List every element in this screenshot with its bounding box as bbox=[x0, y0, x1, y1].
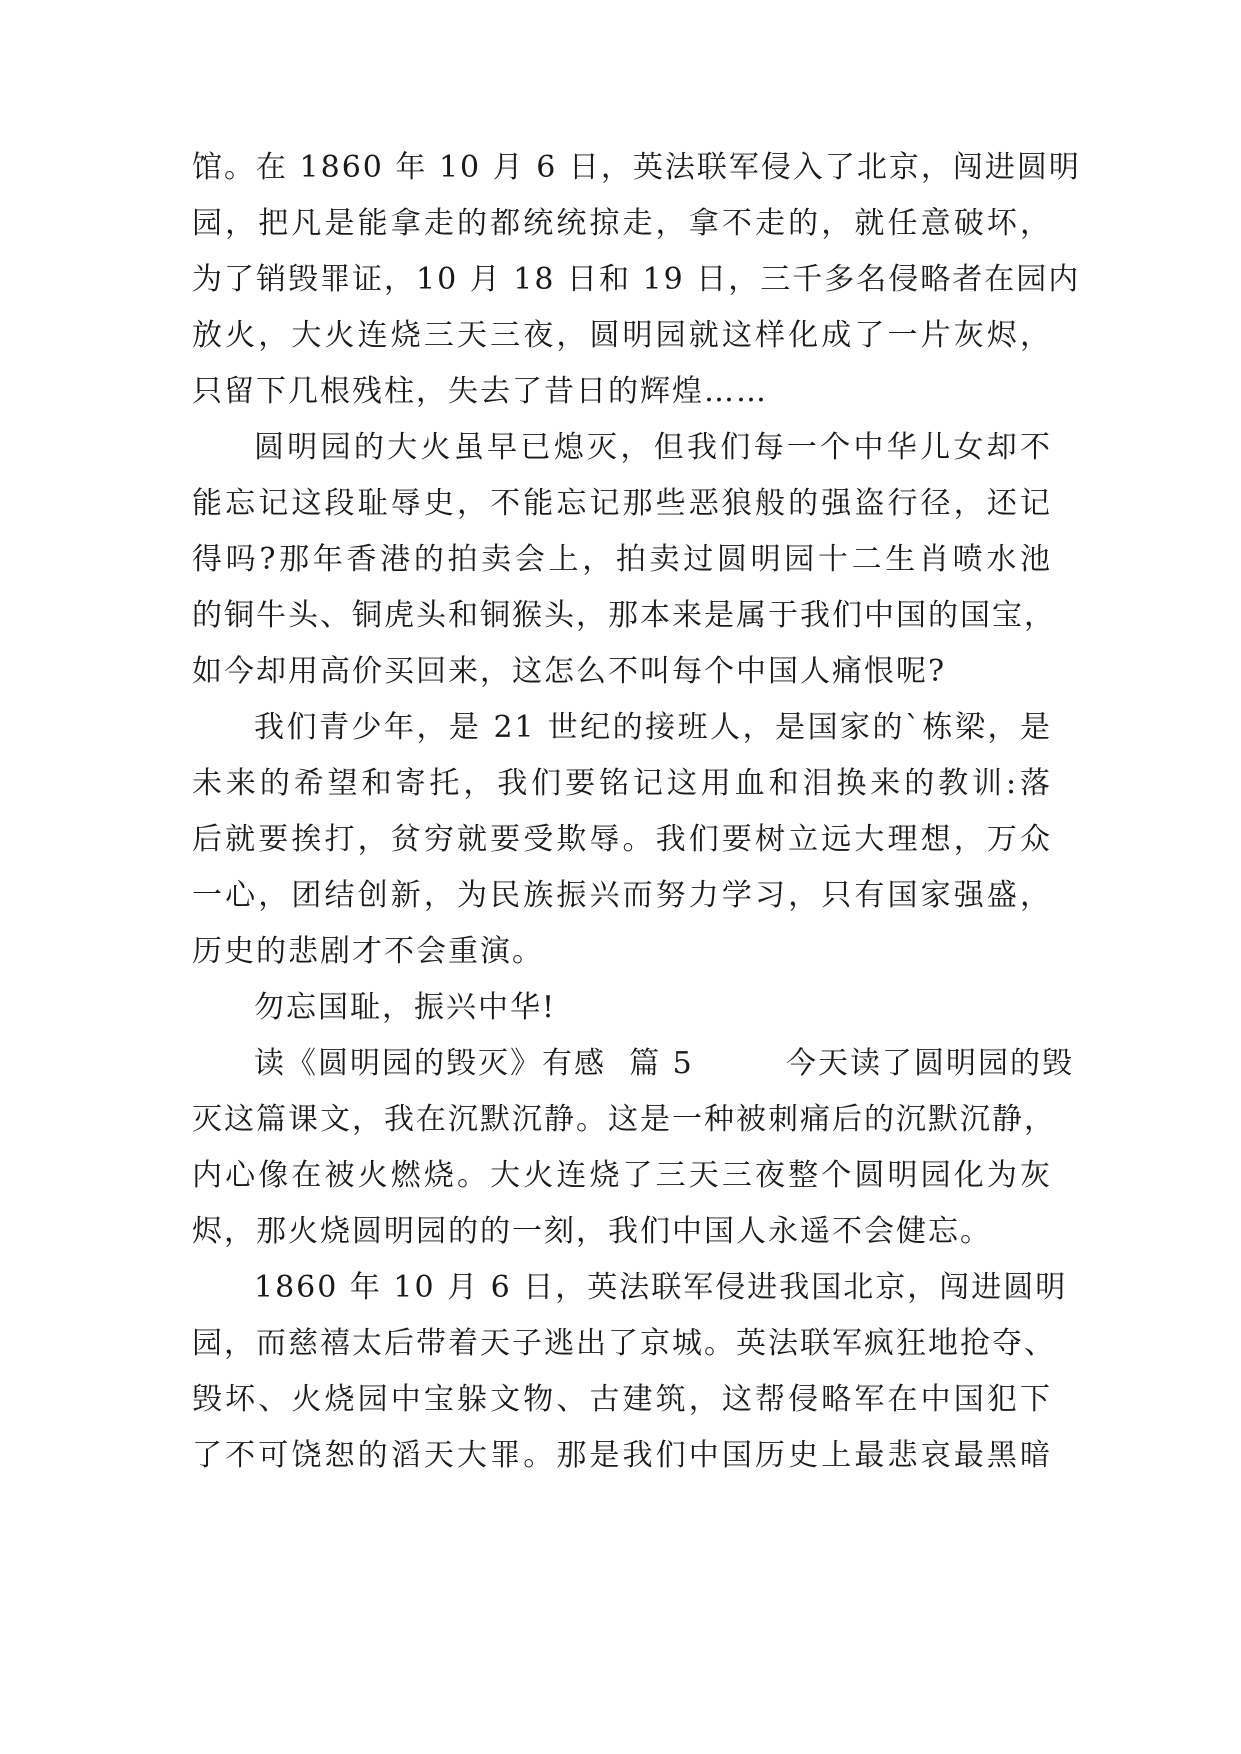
text-line: 毁坏、火烧园中宝躲文物、古建筑，这帮侵略军在中国犯下 bbox=[192, 1382, 1052, 1417]
text-line: 的铜牛头、铜虎头和铜猴头，那本来是属于我们中国的国宝， bbox=[192, 598, 1056, 633]
text-line: 内心像在被火燃烧。大火连烧了三天三夜整个圆明园化为灰 bbox=[192, 1158, 1052, 1193]
text-line: 圆明园的大火虽早已熄灭，但我们每一个中华儿女却不 bbox=[254, 430, 1052, 465]
text-line: 后就要挨打，贫穷就要受欺辱。我们要树立远大理想，万众 bbox=[192, 822, 1052, 857]
text-line: 馆。在 1860 年 10 月 6 日，英法联军侵入了北京，闯进圆明 bbox=[192, 150, 1081, 185]
text-line: 了不可饶恕的滔天大罪。那是我们中国历史上最悲哀最黑暗 bbox=[192, 1438, 1052, 1473]
text-line: 历史的悲剧才不会重演。 bbox=[192, 934, 544, 969]
heading-line: 读《圆明园的毁灭》有感 篇 5 今天读了圆明园的毁 bbox=[254, 1046, 1074, 1081]
text-line: 如今却用高价买回来，这怎么不叫每个中国人痛恨呢? bbox=[192, 654, 947, 689]
text-line: 烬，那火烧圆明园的的一刻，我们中国人永遥不会健忘。 bbox=[192, 1214, 992, 1249]
text-line: 能忘记这段耻辱史，不能忘记那些恶狼般的强盗行径，还记 bbox=[192, 486, 1052, 521]
text-line: 1860 年 10 月 6 日，英法联军侵进我国北京，闯进圆明 bbox=[254, 1270, 1068, 1305]
text-line: 一心，团结创新，为民族振兴而努力学习，只有国家强盛， bbox=[192, 878, 1052, 913]
text-line: 只留下几根残柱，失去了昔日的辉煌…… bbox=[192, 374, 768, 409]
text-line: 勿忘国耻，振兴中华! bbox=[254, 990, 557, 1025]
text-line: 得吗?那年香港的拍卖会上，拍卖过圆明园十二生肖喷水池 bbox=[192, 542, 1052, 577]
text-line: 未来的希望和寄托，我们要铭记这用血和泪换来的教训:落 bbox=[192, 766, 1052, 801]
text-line: 我们青少年，是 21 世纪的接班人，是国家的`栋梁，是 bbox=[254, 710, 1052, 745]
text-line: 放火，大火连烧三天三夜，圆明园就这样化成了一片灰烬， bbox=[192, 318, 1052, 353]
text-line: 灭这篇课文，我在沉默沉静。这是一种被刺痛后的沉默沉静， bbox=[192, 1102, 1056, 1137]
text-line: 为了销毁罪证，10 月 18 日和 19 日，三千多名侵略者在园内 bbox=[192, 262, 1081, 297]
text-line: 园，把凡是能拿走的都统统掠走，拿不走的，就任意破坏， bbox=[192, 206, 1052, 241]
text-line: 园，而慈禧太后带着天子逃出了京城。英法联军疯狂地抢夺、 bbox=[192, 1326, 1056, 1361]
